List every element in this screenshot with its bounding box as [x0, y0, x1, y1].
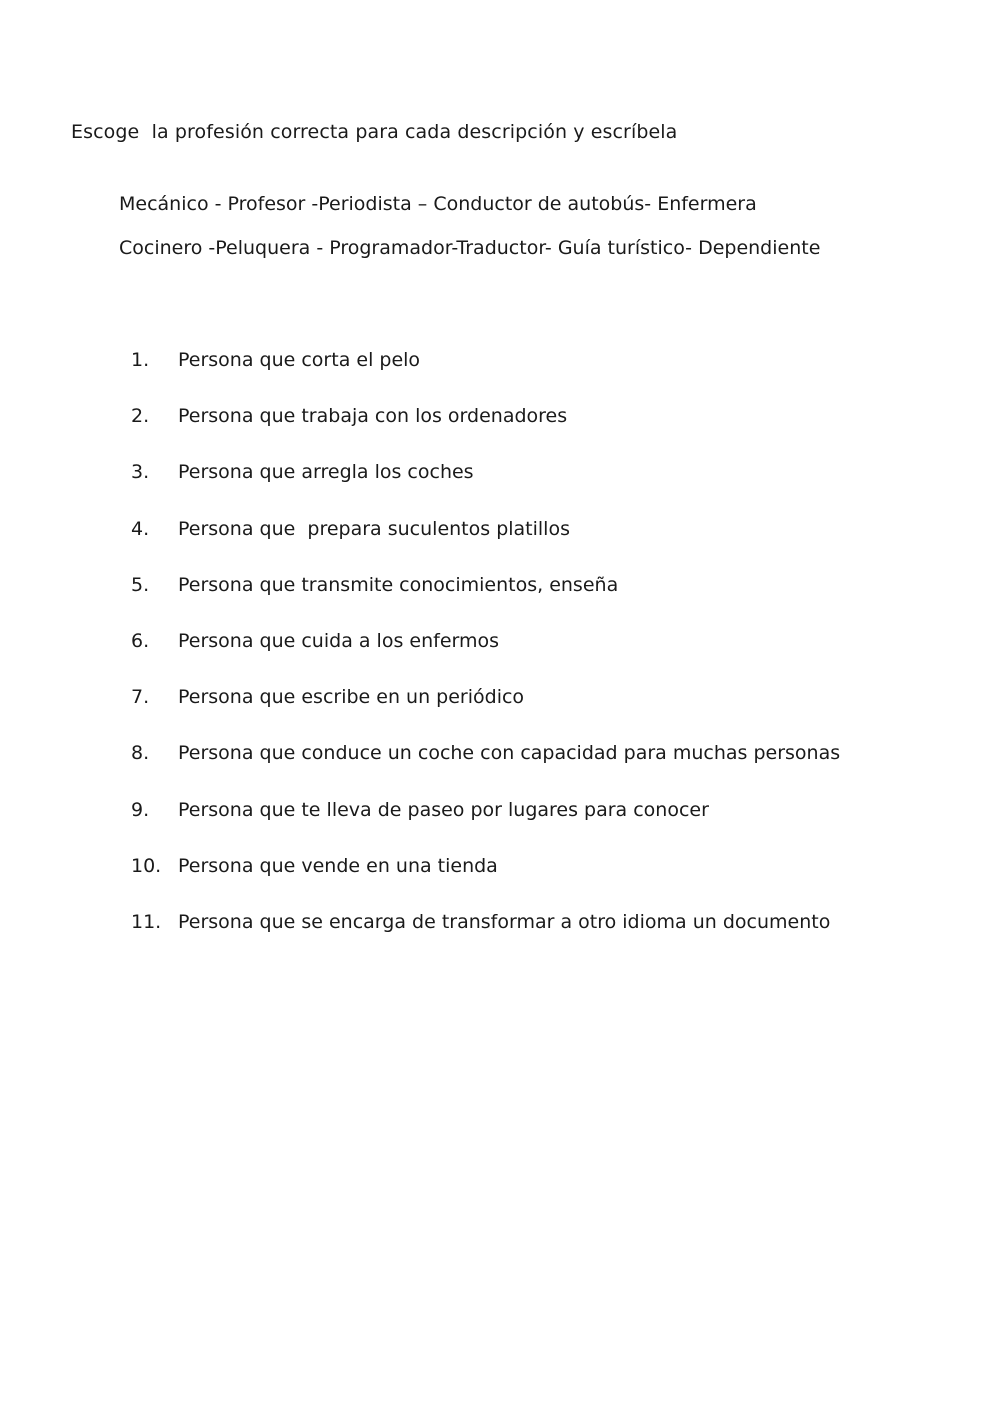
- question-item: [131, 516, 840, 572]
- question-text: Persona que vende en una tienda: [178, 854, 498, 877]
- word-bank-line-2: Cocinero -Peluquera - Programador-Traductor- Guía turístico- Dependiente: [119, 237, 821, 259]
- question-item: [131, 459, 840, 515]
- question-text: Persona que cuida a los enfermos: [178, 629, 500, 652]
- question-text: Persona que transmite conocimientos, enseña: [178, 573, 619, 596]
- question-text: Persona que se encarga de transformar a otro idioma un documento: [178, 910, 831, 933]
- question-number: 2.: [131, 405, 150, 428]
- question-number: 5.: [131, 573, 150, 596]
- question-number: 6.: [131, 629, 150, 652]
- question-text: Persona que corta el pelo: [178, 349, 421, 371]
- question-number: 9.: [131, 798, 150, 821]
- question-item: [131, 797, 840, 853]
- question-text: Persona que prepara suculentos platillos: [178, 517, 570, 540]
- question-text: Persona que conduce un coche con capacidad para muchas personas: [178, 742, 841, 765]
- question-item: [131, 628, 840, 684]
- question-text: Persona que te lleva de paseo por lugares para conocer: [178, 798, 709, 821]
- question-item: [131, 909, 840, 965]
- question-text: Persona que arregla los coches: [178, 461, 474, 484]
- question-item: [131, 403, 840, 459]
- question-list: [131, 347, 840, 965]
- question-number: 11.: [131, 910, 162, 933]
- question-number: 4.: [131, 517, 150, 540]
- question-item: [131, 572, 840, 628]
- question-number: 7.: [131, 686, 150, 709]
- word-bank: [119, 191, 820, 279]
- question-item: [131, 347, 840, 403]
- question-number: 8.: [131, 742, 150, 765]
- question-item: [131, 853, 840, 909]
- word-bank-line-1: Mecánico - Profesor -Periodista – Conductor de autobús- Enfermera: [119, 193, 757, 215]
- question-number: 10.: [131, 854, 162, 877]
- instruction-text: Escoge la profesión correcta para cada descripción y escríbela: [71, 121, 678, 143]
- question-number: 3.: [131, 461, 150, 484]
- question-text: Persona que trabaja con los ordenadores: [178, 405, 568, 428]
- question-text: Persona que escribe en un periódico: [178, 686, 525, 709]
- question-number: 1.: [131, 349, 150, 371]
- question-item: [131, 684, 840, 740]
- question-item: [131, 740, 840, 796]
